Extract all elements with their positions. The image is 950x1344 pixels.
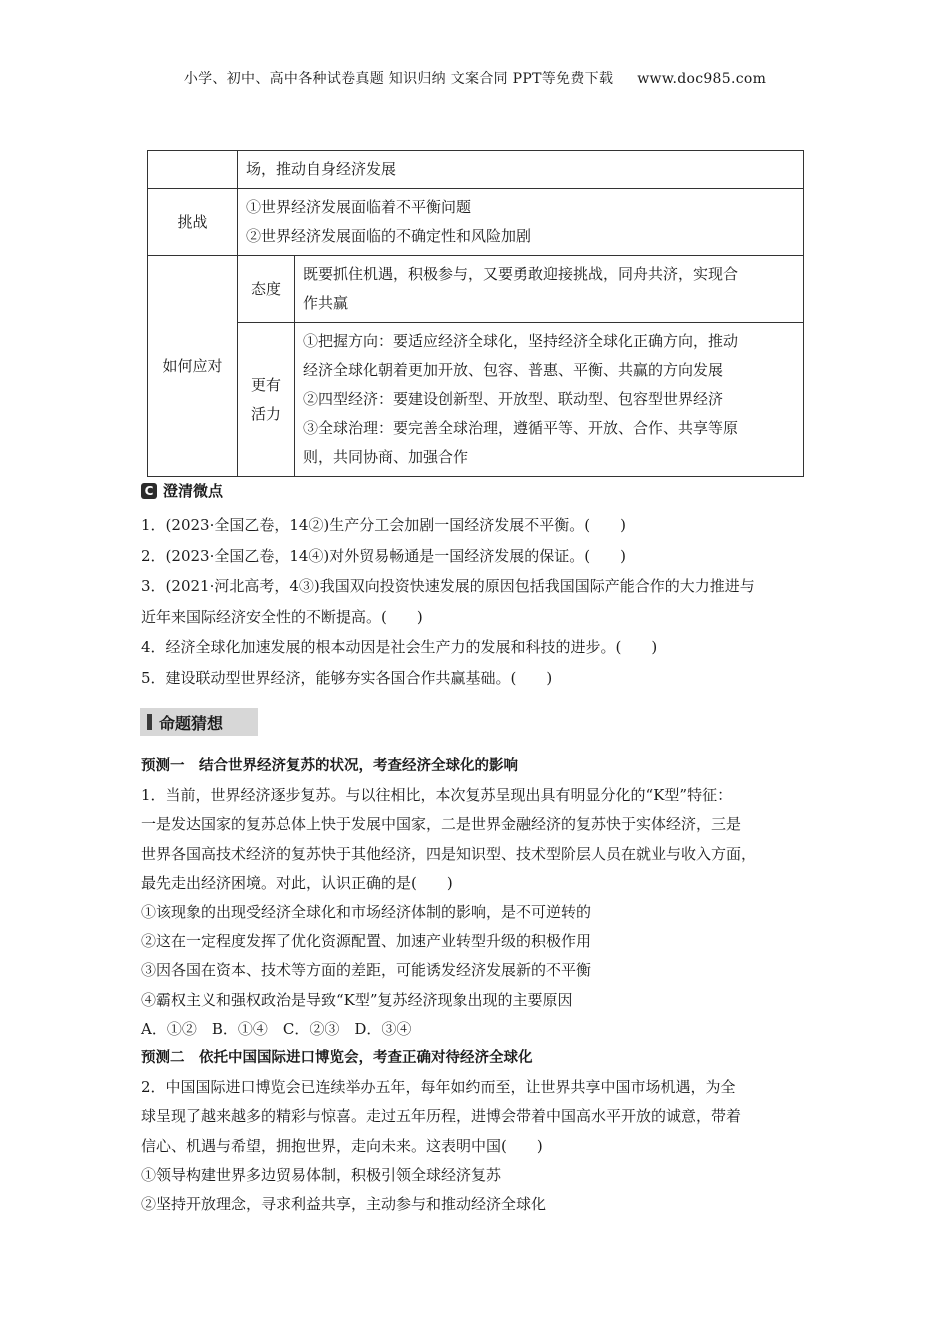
page-header <box>0 68 950 88</box>
question-line: 一是发达国家的复苏总体上快于发展中国家，二是世界金融经济的复苏快于实体经济，三是 <box>141 815 742 834</box>
question-line: 2．中国国际进口博览会已连续举办五年，每年如约而至，让世界共享中国市场机遇，为全 <box>141 1078 736 1097</box>
attitude-label: 态度 <box>238 256 295 323</box>
text-line: ②世界经济发展面临的不确定性和风险加剧 <box>246 227 532 245</box>
table-row <box>148 323 804 477</box>
clarify-section-header <box>141 480 223 501</box>
predict-title: 命题猜想 <box>159 713 224 733</box>
header-text: 小学、初中、高中各种试卷真题 知识归纳 文案合同 PPT等免费下载 <box>183 71 614 87</box>
text-line: 则，共同协商、加强合作 <box>303 448 469 466</box>
vitality-content <box>295 323 804 477</box>
label-line: 更有 <box>250 375 281 394</box>
option-line: ②坚持开放理念，寻求利益共享，主动参与和推动经济全球化 <box>141 1195 547 1214</box>
text-line: 作共赢 <box>303 294 349 312</box>
text-line: ①把握方向：要适应经济全球化，坚持经济全球化正确方向，推动 <box>303 332 739 350</box>
question-line: 信心、机遇与希望，拥抱世界，走向未来。这表明中国( ) <box>141 1136 543 1155</box>
option-line: ④霸权主义和强权政治是导致“K型”复苏经济现象出现的主要原因 <box>141 990 573 1009</box>
list-item: 3．(2021·河北高考，4③)我国双向投资快速发展的原因包括我国国际产能合作的大力推进与 <box>141 577 755 595</box>
label-line: 活力 <box>250 404 281 423</box>
text-line: ①世界经济发展面临着不平衡问题 <box>246 198 472 216</box>
table-row <box>148 256 804 323</box>
list-item: 4．经济全球化加速发展的根本动因是社会生产力的发展和科技的进步。( ) <box>141 638 658 656</box>
section-bar-icon <box>147 714 152 730</box>
text-line: 既要抓住机遇，积极参与，又要勇敢迎接挑战，同舟共济，实现合 <box>303 265 739 283</box>
summary-table <box>147 150 804 477</box>
predict-section-header <box>140 708 258 736</box>
text-line: 经济全球化朝着更加开放、包容、普惠、平衡、共赢的方向发展 <box>303 361 724 379</box>
option-line: ①领导构建世界多边贸易体制，积极引领全球经济复苏 <box>141 1165 502 1184</box>
table-row <box>148 189 804 256</box>
question-line: 球呈现了越来越多的精彩与惊喜。走过五年历程，进博会带着中国高水平开放的诚意，带着 <box>141 1107 742 1126</box>
vitality-label <box>238 323 295 477</box>
option-line: ③因各国在资本、技术等方面的差距，可能诱发经济发展新的不平衡 <box>141 961 592 980</box>
continued-text: 场，推动自身经济发展 <box>238 151 804 189</box>
predict-one-heading: 预测一 结合世界经济复苏的状况，考查经济全球化的影响 <box>141 758 518 774</box>
clarify-icon: C <box>141 483 157 499</box>
question-line: 1．当前，世界经济逐步复苏。与以往相比，本次复苏呈现出具有明显分化的“K型”特征： <box>141 786 733 805</box>
challenge-label: 挑战 <box>148 189 238 256</box>
predict-two-heading: 预测二 依托中国国际进口博览会，考查正确对待经济全球化 <box>141 1050 533 1067</box>
text-line: ③全球治理：要完善全球治理，遵循平等、开放、合作、共享等原 <box>303 419 739 437</box>
question-line: 世界各国高技术经济的复苏快于其他经济，四是知识型、技术型阶层人员在就业与收入方面， <box>141 844 757 863</box>
header-site[interactable]: www.doc985.com <box>637 71 767 87</box>
table-row <box>148 151 804 189</box>
attitude-content <box>295 256 804 323</box>
respond-label: 如何应对 <box>148 256 238 477</box>
list-item: 2．(2023·全国乙卷，14④)对外贸易畅通是一国经济发展的保证。( ) <box>141 546 626 565</box>
clarify-list <box>141 510 821 693</box>
option-line: ①该现象的出现受经济全球化和市场经济体制的影响，是不可逆转的 <box>141 903 592 922</box>
list-item: 1．(2023·全国乙卷，14②)生产分工会加剧一国经济发展不平衡。( ) <box>141 516 626 534</box>
text-line: ②四型经济：要建设创新型、开放型、联动型、包容型世界经济 <box>303 390 724 408</box>
clarify-title: 澄清微点 <box>163 482 224 500</box>
challenge-content <box>238 189 804 256</box>
answer-choices: A．①② B．①④ C．②③ D．③④ <box>141 1019 412 1038</box>
list-item: 近年来国际经济安全性的不断提高。( ) <box>141 607 423 626</box>
question-line: 最先走出经济困境。对此，认识正确的是( ) <box>141 873 453 892</box>
list-item: 5．建设联动型世界经济，能够夯实各国合作共赢基础。( ) <box>141 668 553 687</box>
option-line: ②这在一定程度发挥了优化资源配置、加速产业转型升级的积极作用 <box>141 932 592 951</box>
empty-cell <box>148 151 238 189</box>
predict-body <box>141 752 831 1219</box>
